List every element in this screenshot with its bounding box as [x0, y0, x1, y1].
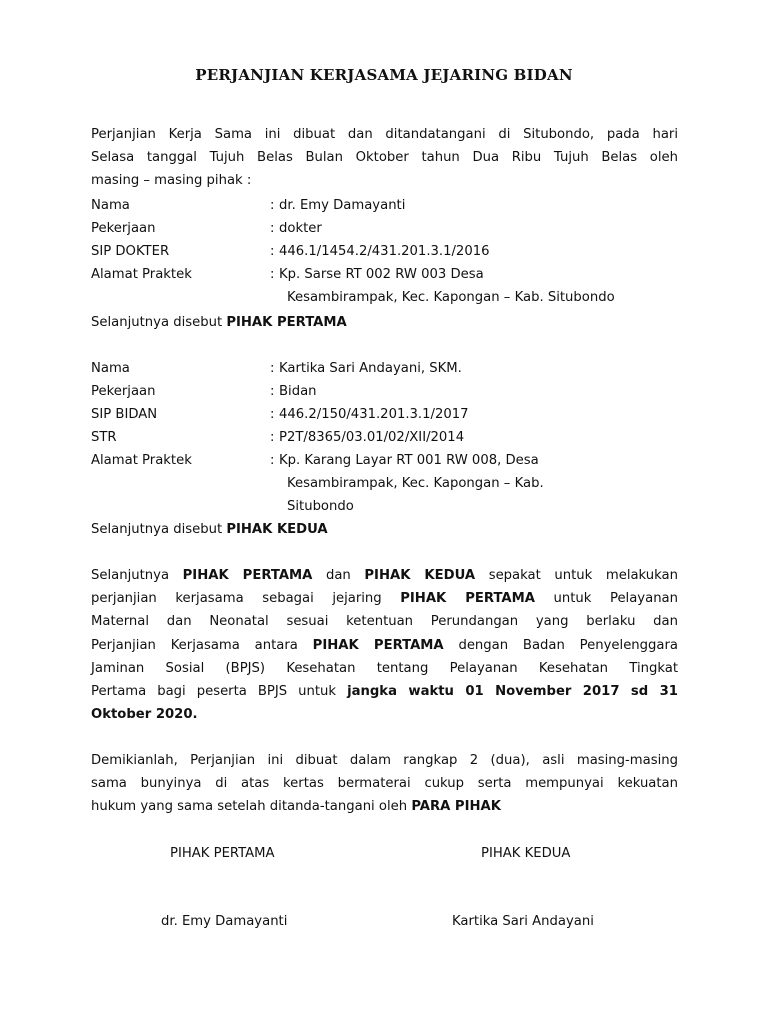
field-value: Kp. Sarse RT 002 RW 003 Desa [279, 267, 484, 282]
bold-run: Oktober 2020. [91, 707, 198, 723]
second-party-signature-role: PIHAK KEDUA [481, 846, 571, 861]
field-value: 446.1/1454.2/431.201.3.1/2016 [279, 244, 490, 259]
field-value: Bidan [279, 384, 317, 399]
field-label: Pekerjaan [91, 384, 156, 399]
field-label: Alamat Praktek [91, 267, 192, 282]
first-party-signature-name: dr. Emy Damayanti [161, 914, 288, 929]
field-colon: : [270, 267, 275, 282]
second-party-closing [91, 518, 328, 541]
second-party-signature-name: Kartika Sari Andayani [452, 914, 594, 929]
agreement-line-4 [91, 634, 678, 657]
intro-line-3: masing – masing pihak : [91, 173, 252, 189]
intro-paragraph [91, 123, 678, 193]
field-label: STR [91, 430, 117, 445]
text-run: dan [312, 568, 365, 583]
text-run: Pertama bagi peserta BPJS untuk [91, 684, 348, 700]
bold-run: jangka waktu 01 November 2017 sd 31 [347, 684, 678, 700]
field-value: P2T/8365/03.01/02/XII/2014 [279, 430, 465, 445]
closing-line-2: sama bunyinya di atas kertas bermaterai cukup serta mempunyai kekuatan [91, 776, 678, 792]
closing-party-label: PIHAK PERTAMA [226, 315, 347, 330]
text-run: dengan Badan Penyelenggara [443, 637, 678, 653]
bold-run: PIHAK PERTAMA [182, 568, 313, 583]
agreement-line-1 [91, 564, 678, 587]
closing-party-label: PIHAK KEDUA [226, 522, 328, 537]
field-label: SIP BIDAN [91, 407, 158, 422]
agreement-line-5: Jaminan Sosial (BPJS) Kesehatan tentang Pelayanan Kesehatan Tingkat [91, 660, 678, 676]
field-value: dr. Emy Damayanti [279, 198, 406, 213]
field-colon: : [270, 244, 275, 259]
field-value-continued: Situbondo [287, 499, 354, 514]
bold-run: PIHAK PERTAMA [312, 637, 444, 653]
field-value: 446.2/150/431.201.3.1/2017 [279, 407, 469, 422]
field-value: Kartika Sari Andayani, SKM. [279, 361, 462, 376]
field-value: dokter [279, 221, 322, 236]
bold-run: PIHAK PERTAMA [400, 591, 535, 607]
field-colon: : [270, 361, 275, 376]
first-party-signature-role: PIHAK PERTAMA [170, 846, 275, 861]
field-label: Nama [91, 198, 130, 213]
closing-line-3 [91, 795, 678, 818]
field-value-continued: Kesambirampak, Kec. Kapongan – Kab. Situbondo [287, 290, 615, 305]
bold-run: PIHAK KEDUA [364, 568, 476, 583]
field-label: SIP DOKTER [91, 244, 170, 259]
field-colon: : [270, 198, 275, 213]
field-label: Pekerjaan [91, 221, 156, 236]
agreement-line-2 [91, 587, 678, 610]
intro-line-2: Selasa tanggal Tujuh Belas Bulan Oktober tahun Dua Ribu Tujuh Belas oleh [91, 150, 678, 166]
field-colon: : [270, 221, 275, 236]
agreement-line-3: Maternal dan Neonatal sesuai ketentuan Perundangan yang berlaku dan [91, 614, 678, 630]
agreement-line-7 [91, 703, 678, 726]
intro-line-1: Perjanjian Kerja Sama ini dibuat dan ditandatangani di Situbondo, pada hari [91, 127, 678, 142]
document-title: PERJANJIAN KERJASAMA JEJARING BIDAN [195, 66, 573, 84]
closing-prefix: Selanjutnya disebut [91, 315, 227, 330]
field-label: Nama [91, 361, 130, 376]
closing-prefix: Selanjutnya disebut [91, 522, 227, 537]
text-run: untuk Pelayanan [534, 591, 678, 607]
text-run: Selanjutnya [91, 568, 183, 583]
text-run: sepakat untuk melakukan [475, 568, 678, 583]
text-run: Perjanjian Kerjasama antara [91, 637, 313, 653]
agreement-paragraph [91, 564, 678, 726]
field-colon: : [270, 430, 275, 445]
agreement-line-6 [91, 680, 678, 703]
field-colon: : [270, 407, 275, 422]
text-run: perjanjian kerjasama sebagai jejaring [91, 591, 401, 607]
text-run: hukum yang sama setelah ditanda-tangani oleh [91, 799, 412, 815]
field-value-continued: Kesambirampak, Kec. Kapongan – Kab. [287, 476, 544, 491]
field-value: Kp. Karang Layar RT 001 RW 008, Desa [279, 453, 539, 468]
closing-paragraph [91, 749, 678, 819]
closing-line-1: Demikianlah, Perjanjian ini dibuat dalam rangkap 2 (dua), asli masing-masing [91, 753, 678, 768]
field-colon: : [270, 384, 275, 399]
first-party-closing [91, 311, 347, 334]
bold-run: PARA PIHAK [411, 799, 501, 815]
field-label: Alamat Praktek [91, 453, 192, 468]
field-colon: : [270, 453, 275, 468]
